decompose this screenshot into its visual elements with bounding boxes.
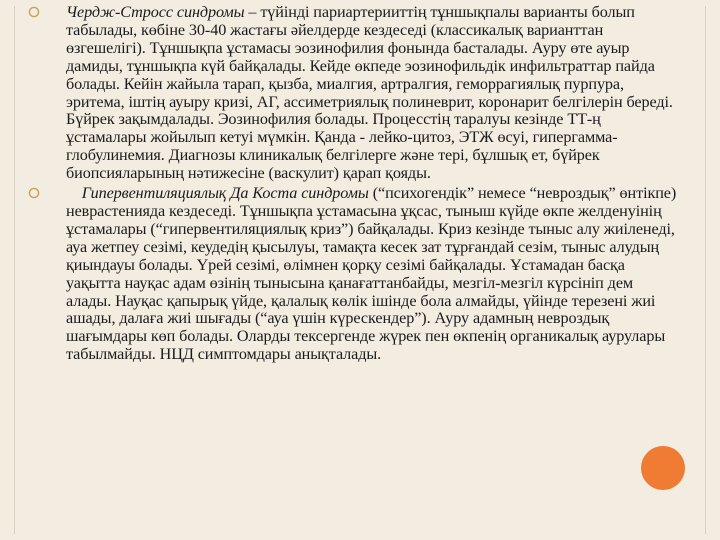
bullet-item-da-costa xyxy=(28,185,680,364)
syndrome-title: Гипервентиляциялық Да Коста синдромы xyxy=(81,184,369,203)
syndrome-description: (“психогендік” немесе “невроздық” өнтікпе) неврастенияда кездеседі. Тұншықпа ұстамасына ұқсас, тыныш күйде өкпе желденуінің ұстамалары (“гипервентиляциялық криз”) байқалады. Криз кезінде тыныс алу жиіленеді, ауа жетпеу сезімі, кеудедің қысылуы, тамақта кесек зат тұрғандай сезім, тыныс алудың қиындауы болады. Үрей сезімі, өлімнен қорқу сезімі байқалады. Ұстамадан басқа уақытта науқас адам өзінің тынысына қанағаттанбайды, мезгіл-мезгіл күрсініп дем алады. Науқас қапырық үйде, қалалық көлік ішінде бола алмайды, үйінде терезені жиі ашады, далаға жиі шығады (“ауа үшін күрескендер”). Ауру адамның невроздық шағымдары көп болады. Оларды тексергенде жүрек пен өкпенің органикалық аурулары табылмайды. НЦД симптомдары анықталады. xyxy=(66,184,677,364)
circle-outline-icon xyxy=(28,187,40,199)
syndrome-description: – түйінді париартерииттің тұншықпалы варианты болып табылады, көбіне 30-40 жастағы әйелдерде кездеседі (классикалық варианттан өзгешелігі). Тұншықпа ұстамасы эозинофилия фонында басталады. Ауру өте ауыр дамиды, тұншықпа күй байқалады. Кейде өкпеде эозинофильдік инфильтраттар пайда болады. Кейін жайыла тарап, қызба, миалгия, артралгия, геморрагиялық пурпура, эритема, іштің ауыру кризі, АГ, ассиметриялық полиневрит, коронарит белгілерін береді. Бүйрек зақымдалады. Эозинофилия болады. Процесстің таралуы кезінде ТТ-ң ұстамалары жойылып кетуі мүмкін. Қанда - лейко-цитоз, ЭТЖ өсуі, гипергамма-глобулинемия. Диагнозы клиникалық белгілерге және тері, бұлшық ет, бүйрек биопсияларының нәтижесіне (васкулит) қарап қояды. xyxy=(66,3,673,183)
slide-content xyxy=(28,4,680,364)
bullet-item-cherdj-stross xyxy=(28,4,680,183)
paragraph-text xyxy=(66,185,680,364)
circle-outline-icon xyxy=(28,6,40,18)
orange-accent-circle xyxy=(641,446,685,490)
syndrome-title: Чердж-Стросс синдромы xyxy=(66,3,245,21)
paragraph-text xyxy=(66,4,680,183)
